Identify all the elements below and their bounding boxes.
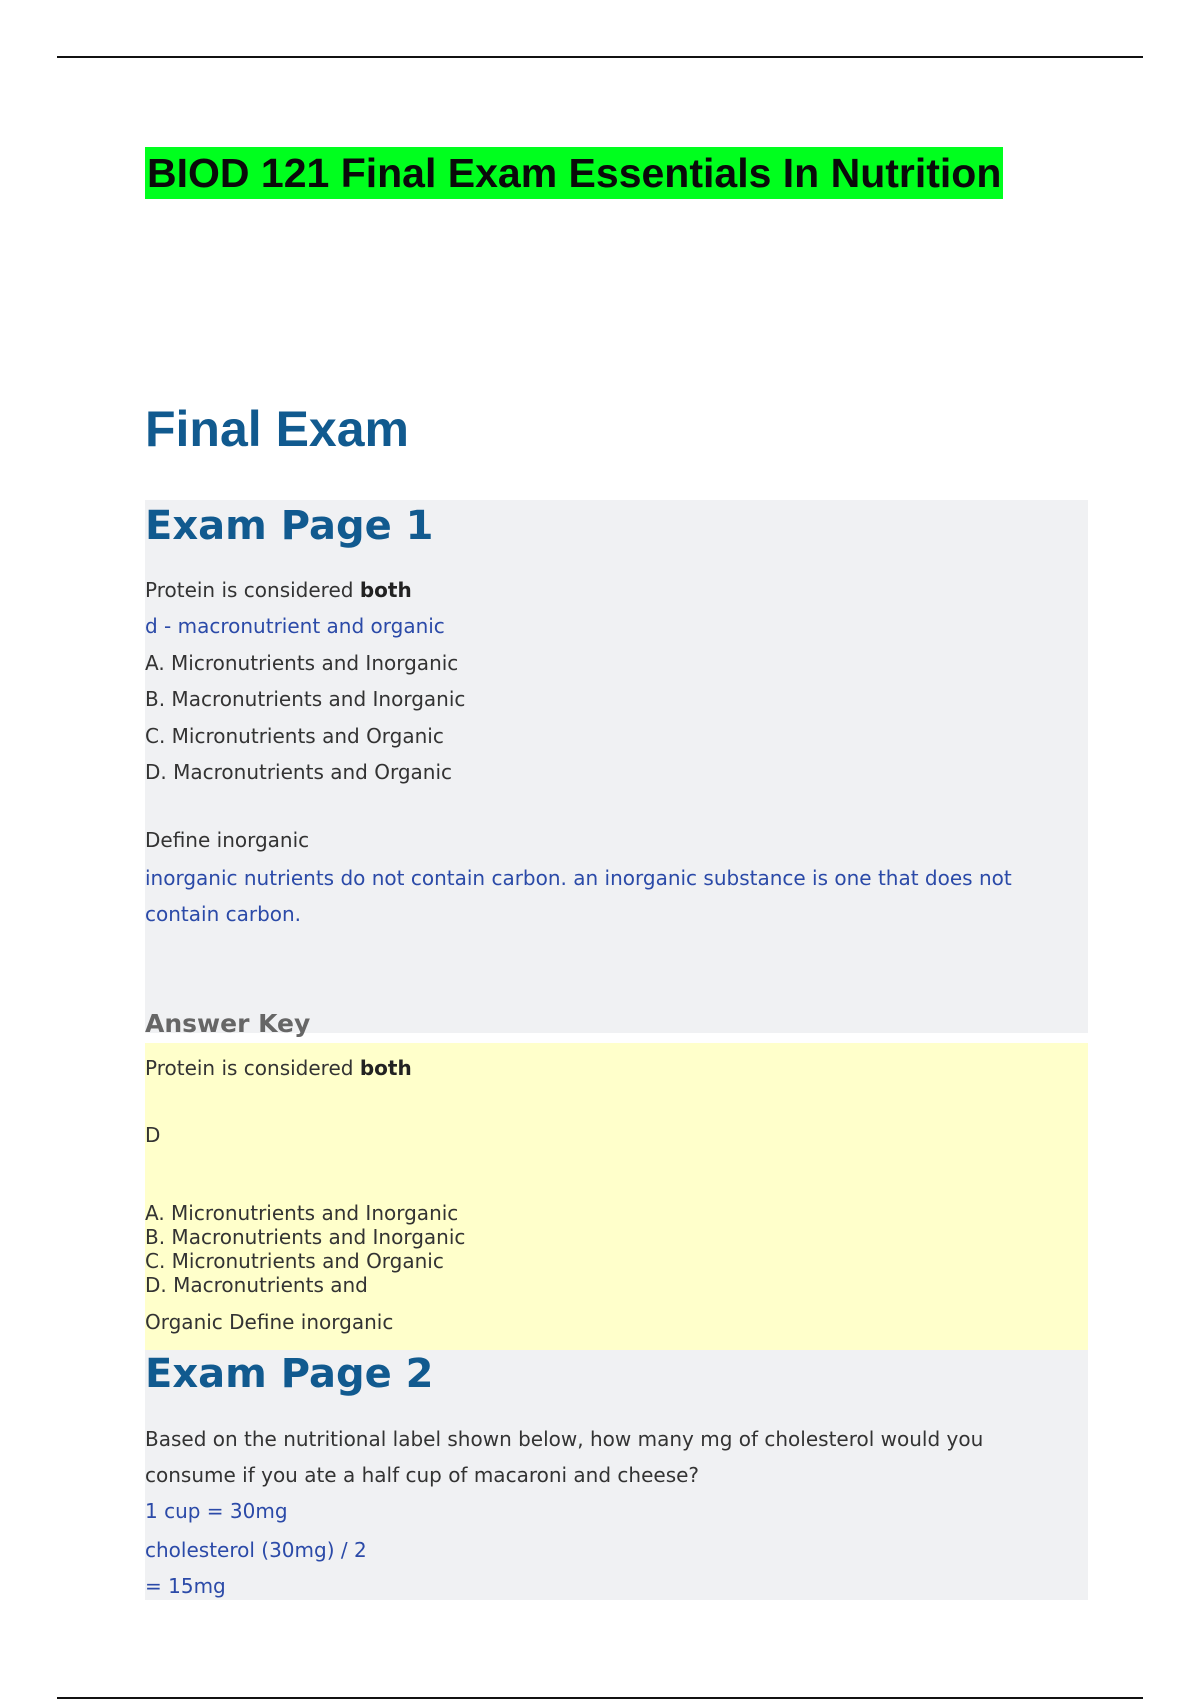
key-option-d: D. Macronutrients and (145, 1273, 368, 1297)
exam-page-2-section (145, 1350, 1088, 1600)
option-d: D. Macronutrients and Organic (145, 760, 452, 784)
question-protein (145, 578, 412, 602)
bottom-rule (57, 1697, 1143, 1699)
question-define-inorganic: Define inorganic (145, 828, 310, 852)
answer-key-block (145, 1043, 1088, 1350)
key-option-b: B. Macronutrients and Inorganic (145, 1225, 466, 1249)
answer-inorganic-line-1: inorganic nutrients do not contain carbon. an inorganic substance is one that does not (145, 866, 1012, 890)
key-question-bold-text: both (359, 1056, 412, 1080)
question-cholesterol-line-1: Based on the nutritional label shown below, how many mg of cholesterol would you (145, 1427, 984, 1451)
key-option-c: C. Micronutrients and Organic (145, 1249, 444, 1273)
document-title: BIOD 121 Final Exam Essentials In Nutrition (145, 147, 1003, 199)
final-exam-heading: Final Exam (145, 401, 409, 457)
key-question-text: Protein is considered (145, 1056, 360, 1080)
key-trailing-text: Organic Define inorganic (145, 1310, 394, 1334)
answer-cholesterol-line-3: = 15mg (145, 1574, 226, 1598)
option-c: C. Micronutrients and Organic (145, 724, 444, 748)
answer-protein: d - macronutrient and organic (145, 614, 445, 638)
question-cholesterol-line-2: consume if you ate a half cup of macaroni and cheese? (145, 1463, 700, 1487)
key-option-a: A. Micronutrients and Inorganic (145, 1201, 459, 1225)
exam-page-2-heading: Exam Page 2 (145, 1351, 434, 1397)
question-bold-text: both (359, 578, 412, 602)
key-answer-letter: D (145, 1123, 161, 1147)
option-a: A. Micronutrients and Inorganic (145, 651, 459, 675)
answer-cholesterol-line-2: cholesterol (30mg) / 2 (145, 1538, 367, 1562)
question-text: Protein is considered (145, 578, 360, 602)
answer-cholesterol-line-1: 1 cup = 30mg (145, 1499, 288, 1523)
key-question-protein (145, 1056, 412, 1080)
option-b: B. Macronutrients and Inorganic (145, 687, 466, 711)
answer-key-heading: Answer Key (145, 1009, 311, 1038)
top-rule (57, 56, 1143, 58)
exam-page-1-section (145, 500, 1088, 1038)
answer-inorganic-line-2: contain carbon. (145, 902, 302, 926)
exam-page-1-heading: Exam Page 1 (145, 503, 434, 549)
